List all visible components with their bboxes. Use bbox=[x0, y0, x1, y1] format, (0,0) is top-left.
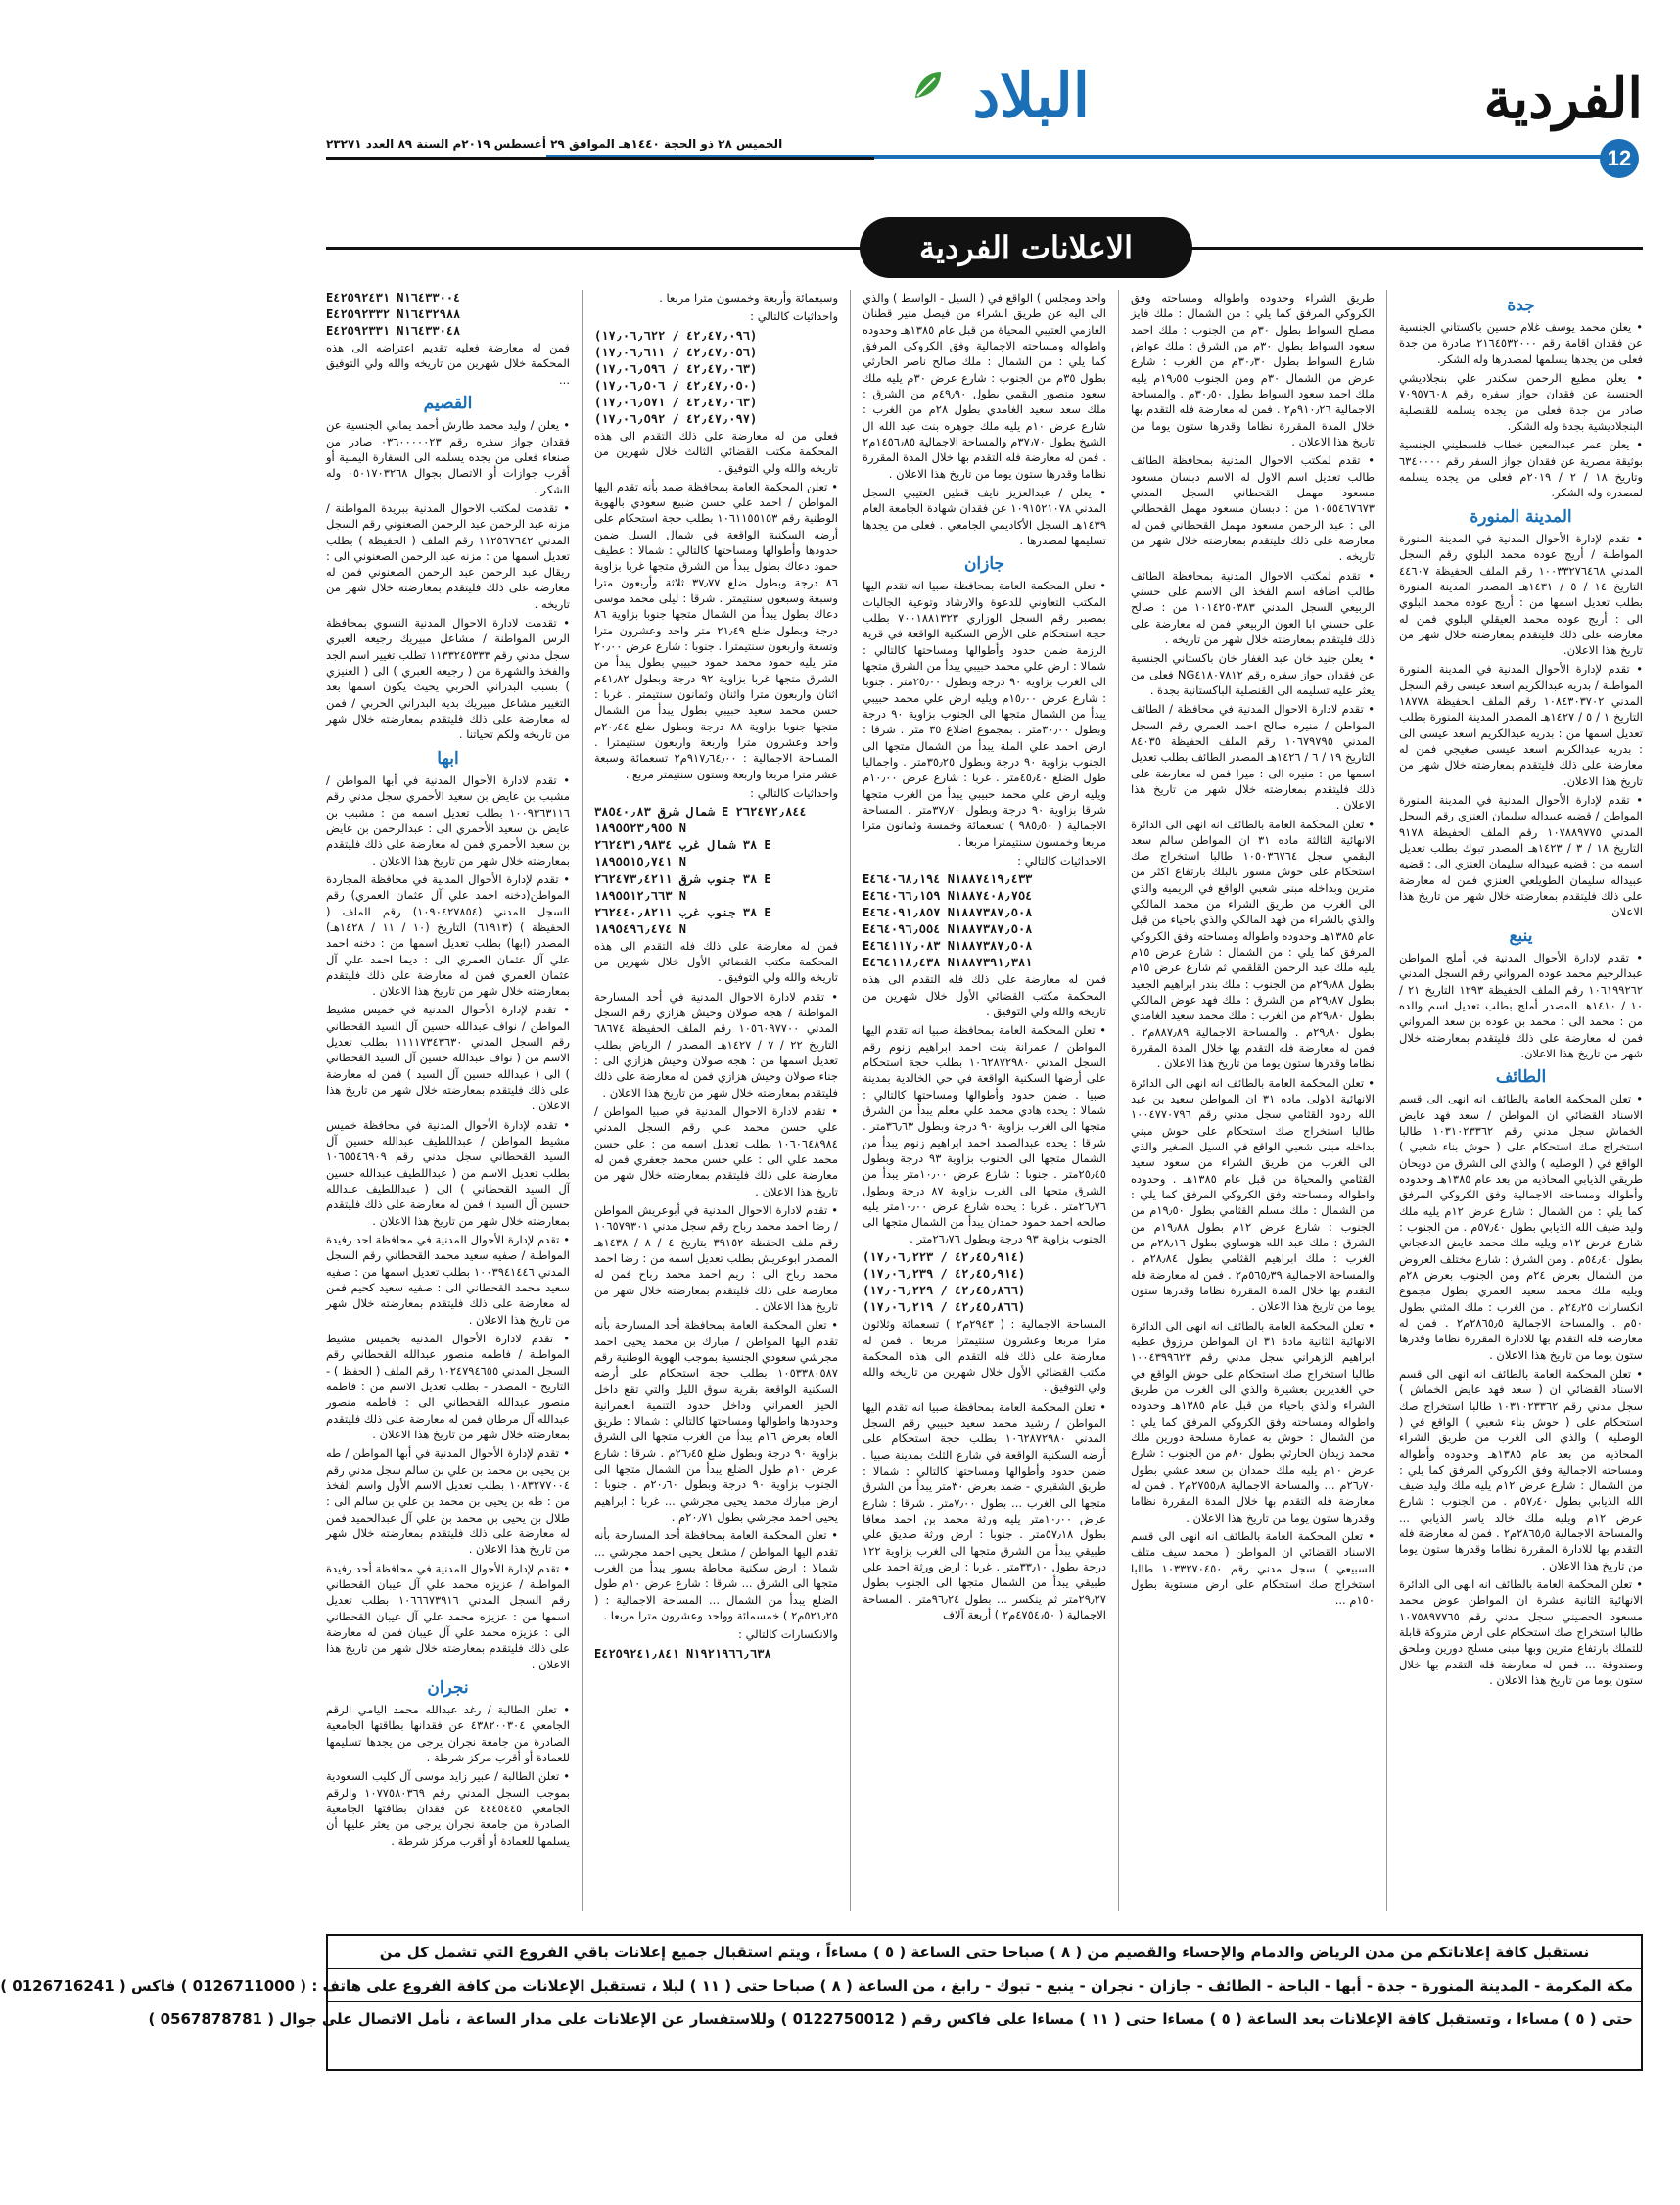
coordinate-line: E٤٢٥٩٢٤٣١ N١٦٤٣٣٠٠٤ bbox=[326, 291, 461, 305]
classified-ad: • تقدم لإدارة الأحوال المدنية في محافظة المجاردة المواطن(دخنه احمد علي آل عثمان العمري) رقم السجل المدني (١٠٩٠٤٢٧٨٥٤) رقم الملف ( الحفيظة ) (٦١٩١٣) التاريخ (١٠ / ١١ / ١٤٢٨هـ) المصدر (ابها) بطلب تعديل اسمها من : دخنه احمد علي آل عثمان العمري الى : ديما احمد علي آل عثمان العمري فمن له معارضة على ذلك فليتقدم بمعارضته خلال شهر من تاريخ هذا الاعلان . bbox=[326, 871, 571, 999]
coordinate-line: (٤٢٫٤٥٫٩١٤ / ١٧٫٠٦٫٢٢٣) bbox=[863, 1250, 1026, 1265]
classified-ad: • تعلن المحكمة العامة بالطائف انه انهى الى الدائرة الانهائية الثالثة ماده ٣١ ان المواطن سالم سعد البقمي سجل ١٠٥٠٣٦٧٦٤ طالبا استخراج صك استحكام على حوش مسور بالبلك بارتفاع اكثر من مترين وبداخله مبنى شعبي الواقع في الريميه والذي الى الغرب من طريق الشراء من محمد المالكي والذي بالشراء من فهد المالكي والذي باحياء من قبل عام ١٣٨٥هـ وحدوده واطواله ومساحته وفق الكروكي المرفق كما يلي : من الشمال : شارع عرض ١٥م يليه ملك عبد الرحمن القلقمي ثم شارع عرض ١٥م بطول ٢٩٫٨٨م من الجنوب : ملك بندر ابراهيم الجعيد بطول ٢٩٫٨٧م من الشرق : ملك فهد عوض المالكي بطول ٢٩٫٨٠م من الغرب : ملك محمد سعيد الغامدي بطول ٢٩٫٨٠م . والمساحة الاجمالية ٨٨٧٫٨٩م٢ . فمن له معارضة فله التقدم بها خلال المدة المقررة نظاما وقدرها ستون يوما من تاريخ هذا الاعلان . bbox=[1131, 817, 1376, 1071]
leaf-icon bbox=[911, 69, 945, 102]
classified-ad: • تقدم لادارة الأحوال المدنية في أبها المواطن / مشبب بن عايض بن سعيد الأحمري سجل مدني رقم ١٠٠٩٣٦٣١١٦ بطلب تعديل اسمه من : مشبب بن عايض بن سعيد الأحمري الى : عبدالرحمن بن عايض بن سعيد الأحمري فمن له معارضة على ذلك فليتقدم بمعارضته خلال شهر من تاريخ هذا الاعلان . bbox=[326, 773, 570, 868]
coordinate-line: ١٨٩٥٤٩٦٫٤٧٤ N bbox=[594, 921, 686, 936]
section-title: الفردية bbox=[1483, 67, 1643, 131]
classified-ad: • تعلن المحكمة العامة بمحافظة ضمد بأنه تقدم اليها المواطن / احمد علي حسن ضبيع سعودي بالهوية الوطنية رقم ١٠٦١١٥٥١٥٣ بطلب حجة استحكام على أرضه السكنية الواقعة في شمال السيل ضمن حدودها وأطوالها ومساحتها كالتالي : شمالا : عطيف حمود دعاك بطول يبدأ من الشرق متجها غربا بزاوية ٨٦ درجة وبطول ضلع ٣٧٫٧٧ ثلاثة وأربعون مترا وسبعة وسبعون سنتيمتر . شرقا : ليلى محمد موسى دعاك بطول يبدأ من الشمال متجها جنوبا بزاوية ٨٦ درجة وبطول ضلع ٢١٫٤٩ متر واحد وعشرون مترا وتسعة واربعون سنتيمترا . جنوبا : شارع عرض ٢٠٫٠٠ متر يليه حمود محمد حمود حبيبي بطول يبدأ من الشرق متجها غربا بزاوية ٩٢ درجة وبطول ٤١٫٨٢م اثنان واربعون مترا واثنان وثمانون سنتيمتر . غربا : حسن محمد سعيد حبيبي بطول يبدأ من الشمال متجها جنوبا بزاوية ٨٨ درجة وبطول ضلع ٢٠٫٤٤م واحد وعشرون مترا واربعة واربعون سنتيمترا . المساحة الاجمالية : ٩١٧٫٦٤٫٠٠م٢ تسعمائة وسبعة عشر مترا مربعا واربعة وستون سنتيمتر مربع . bbox=[594, 479, 839, 781]
classified-ad: واحد ومجلس ) الواقع في ( السيل - الواسط ) والذي الى اليه عن طريق الشراء من فيصل منير قطنان العازمي العتيبي المحياة من قبل عام ١٣٨٥هـ وحدوده واطواله ومساحته الاجمالية وفق الكروكي المرفق كما يلي : من الشمال : ملك صالح ناصر الحارثي بطول ٣٥م من الجنوب : شارع عرض ٣٠م يليه ملك سعود منصور البقمي بطول ٤٩٫٩٠م من الشرق : ملك سعد سعيد الغامدي بطول ٢٨م من الغرب : شارع عرض ١٠م يليه ملك جوهره بنت عبد الله ال الشيخ بطول ٣٧٫٧٠م والمساحة الاجمالية ١٤٥٦٫٨٥م٢ . فمن له معارضة فله التقدم بها خلال المدة المقررة نظاما وقدرها ستون يوما من تاريخ هذا الاعلان . bbox=[862, 291, 1106, 481]
classified-ad: • تعلن المحكمة العامة بالطائف انه انهى الى الدائرة الانهائية الاولى ماده ٣١ ان المواطن سعيد بن عبد الله ردود القثامي سجل مدني رقم ١٠٠٤٧٧٠٧٩٦ طالبا استخراج صك استحكام على حوش مبني بداخله مبنى شعبي الواقع في السيل الصغير والذي الى الغرب من طريق الشراء من سعود سعيد القثامي والمحياة من قبل عام ١٣٨٥هـ . وحدوده واطواله ومساحته وفق الكروكي المرفق كما يلي : من الشمال : ملك مسلم القثامي بطول ١٩٫٥٠م من الجنوب : شارع عرض ١٢م بطول ١٩٫٨٨م من الشرق : ملك عبد الله هوساوي بطول ٢٨٫١٦م من الغرب : ملك ابراهيم القثامي بطول ٢٨٫٨٤م . والمساحة الاجمالية ٥٦٥٫٣٩م٢ . فمن له معارضة فله التقدم بها خلال المدة المقررة نظاما وقدرها ستون يوما من تاريخ هذا الاعلان . bbox=[1131, 1075, 1376, 1314]
classified-ad: • تعلن المحكمة العامة بالطائف انه انهى الى الدائرة الانهائية الثانية مادة ٣١ ان المواطن مرزوق عطيه ابراهيم الزهراني سجل مدني رقم ١٠٠٤٣٩٩٦٢٣ طالبا استخراج صك استحكام على حوش الواقع في حي الغديرين بعشيرة والذي الى الغرب من طريق الشراء والذي باحياء من قبل عام ١٣٨٥هـ وحدوده واطواله ومساحته وفق الكروكي المرفق كما يلي : من الشمال : حوش به عمارة مسلحة دورين ملك محمد زيدان الحارثي بطول ٨٠م من الجنوب : شارع عرض ١٠م يليه ملك حمدان بن سعد عشي بطول ٢٦٫٧٠م ... والمساحة الاجمالية ٢٧٥٥٫٨م٢ . فمن له معارضة فله التقدم بها خلال المدة المقررة نظاما وقدرها ستون يوما من تاريخ هذا الاعلان . bbox=[1131, 1318, 1375, 1525]
coordinate-line: E٤٢٥٩٢٤١٫٨٤١ N١٩٢١٩٦٦٫٦٣٨ bbox=[594, 1646, 771, 1661]
coordinate-line: (٤٢٫٤٧٫٠٩٧ / ١٧٫٠٦٫٥٩٢) bbox=[594, 411, 758, 426]
column-1 bbox=[1399, 290, 1643, 1911]
classified-ad: فعلى من له معارضة على ذلك التقدم الى هذه المحكمة مكتب القضائي الثالث خلال شهرين من تاريخه والله ولي التوفيق . bbox=[594, 428, 838, 475]
dateline: الخميس ٢٨ ذو الحجة ١٤٤٠هـ الموافق ٢٩ أغسطس ٢٠١٩م السنة ٨٩ العدد ٢٣٢٧١ bbox=[326, 137, 783, 151]
classified-ad: • تقدم لإدارة الأحوال المدنية في المدينة المنورة المواطنة / أريج عوده محمد البلوي رقم السجل المدني ١٠٠٣٣٢٧٦٤٦٨ رقم الملف الحفيظة ٤٤٦٠٧ التاريخ ١٤ / ٥ / ١٤٣١هـ المصدر المدينة المنورة بطلب تعديل اسمها من : أريج عوده محمد البلوي الى : أريج عوده محمد العيقلي البلوي فمن له معارضة على ذلك فليتقدم بمعارضته خلال شهر من تاريخ هذا الاعلان. bbox=[1399, 531, 1644, 658]
classified-ad: • تقدم لادارة الأحوال المدنية بخميس مشيط المواطنة / فاطمه منصور عبدالله القحطاني رقم السجل المدني ١٠٢٤٧٩٤٦٥٥ رقم الملف ( الحفظ ) - التاريخ - المصدر - بطلب تعديل الاسم من : فاطمه منصور عبدالله القحطاني الى : فاطمه منصور عبدالله آل مرطان فمن له معارضة على ذلك فليتقدم بمعارضته خلال شهر من تاريخ هذا الاعلان . bbox=[326, 1332, 570, 1442]
banner-title: الاعلانات الفردية bbox=[860, 217, 1192, 278]
classified-ad: • يعلن / عبدالعزيز نايف قطين العتيبي السجل المدني ١٠٩١٥٢١٠٧٨ عن فقدان شهادة الجامعة العام ١٤٣٩هـ السجل الأكاديمي الجامعي . فعلى من يجدها تسليمها لمصدرها . bbox=[863, 485, 1107, 547]
classified-ad: • تقدم لإدارة الأحوال المدنية في المدينة المنورة المواطنة / بدريه عبدالكريم اسعد عيسى رقم السجل المدني ١٠٨٤٣٠٣٧٠٢ رقم الملف الحفيظة ١٨٧٧٨ التاريخ ١ / ٥ / ١٤٢٧هـ المصدر المدينة المنورة بطلب تعديل اسمها من : بدريه عبدالكريم اسعد عيسى الى : بدريه عبدالكريم اسعد عيسى صغيجي فمن له معارضة على ذلك فليتقدم بمعارضته خلال شهر من تاريخ هذا الاعلان. bbox=[1399, 662, 1643, 788]
classified-ad: • تقدم لادارة الاحوال المدنية في أبوعريش المواطن / رضا احمد محمد رباح رقم سجل مدني ١٠٦٥٧٩٣٠١ رقم ملف الحفظة ٣٩١٥٢ بتاريخ ٤ / ٨ / ١٤٣٨هـ المصدر ابوعريش بطلب تعديل اسمه من : رضا احمد محمد رباح الى : ريم احمد محمد رباح فمن له معارضة على ذلك فليتقدم بمعارضته خلال شهر من تاريخ هذا الاعلان . bbox=[594, 1202, 838, 1313]
coordinate-line: (٤٢٫٤٧٫٠٩٦ / ١٧٫٠٦٫٦٢٢) bbox=[594, 328, 758, 343]
column-rule bbox=[850, 290, 851, 1911]
column-5 bbox=[326, 290, 570, 1911]
classified-ad: • تعلن المحكمة العامة بالطائف انه انهى الى قسم الاسناد القضائي ان المواطن / سعد فهد عايض الخماش سجل مدني رقم ١٠٣١٠٢٣٣٦٢ طالبا استخراج صك استحكام على ( حوش بناء شعبي ) الواقع في ( الوصليه ) والذي الى الشرق من دويحان طريقي الذيابي المحاذيه من بعد عام ١٣٨٥هـ وحدوده وأطواله ومساحته الاجمالية وفق الكروكي المرفق كما يلي : من الشمال : شارع عرض ١٢م يليه ملك وليد ضيف الله الذيابي بطول ٥٧٫٤٠م . من الجنوب : شارع عرض ١٢م ويليه ملك محمد عايض الدعجاني بطول ٥٤٫٤٠م . ومن الشرق : شارع مختلف العروض من الشمال بعرض ٢٤م ومن الجنوب بعرض ٢٨م ويليه ملك محمد سعيد العمري بطول مجموع انكسارات ٢٤٫٢٥م . من الغرب : ملك المثني بطول ٥٠م . والمساحة الاجمالية ٢٨٦٥٫٥م٢ . فمن له معارضة فله التقدم بها للادارة المقررة نظاما وقدرها ستون يوما من تاريخ هذا الاعلان . bbox=[1399, 1092, 1644, 1362]
coordinate-line: E٤٦٤٠٩٦٫٥٥٤ N١٨٨٧٣٨٧٫٥٠٨ bbox=[863, 922, 1033, 937]
footer-notice bbox=[0, 1934, 1643, 2071]
coordinate-line: (٤٢٫٤٧٫٠٥٠ / ١٧٫٠٦٫٥٠٦) bbox=[594, 378, 758, 393]
city-heading: الطائف bbox=[1495, 1067, 1547, 1088]
section-banner bbox=[326, 213, 1643, 282]
sub-heading: واحداثيات كالتالي : bbox=[750, 309, 838, 324]
sub-heading: والانكسارات كالتالي : bbox=[738, 1627, 838, 1642]
classified-ad: • تعلن الطالبة / عبير زايد موسى آل كليب السعودية بموجب السجل المدني رقم ١٠٧٧٥٨٠٣٦٩ والرقم الجامعي ٤٤٤٥٤٤٥ عن فقدان بطاقتها الجامعية الصادرة من جامعة نجران يرجى من يعثر عليها أن يسلمها للعمادة أو أقرب مركز شرطة . bbox=[326, 1769, 571, 1848]
classified-ad: • تقدم لإدارة الأحوال المدنية في المدينة المنورة المواطن / قضيه عبيداله سليمان العنزي رقم السجل المدني ١٠٧٨٨٩٧٧٥ رقم الملف الحفيظة ٩١٧٨ التاريخ ١٨ / ٣ / ١٤٢٣هـ المصدر تبوك بطلب تعديل اسمه من : قضيه عبيداله سليمان العنزي الى : قضيه عبيداله سليمان الطويلعي العنزي فمن له معارضة على ذلك فليتقدم بمعارضته خلال شهر من تاريخ هذا الاعلان. bbox=[1399, 793, 1644, 919]
classified-ad: • تعلن المحكمة العامة بمحافظة أحد المسارحة بأنه تقدم اليها المواطن / مبارك بن محمد يحيى احمد مجرشي سعودي الجنسية بموجب الهوية الوطنية رقم ١٠٥٣٣٨٠٥٨٧ بطلب حجة استحكام على أرضه السكنية الواقعة بقرية سوق الليل والتي تقع داخل الحيز العمراني وداخل حدود التنمية العمرانية وحدودها واطوالها ومساحتها كالتالي : شمالا : طريق العام بعرض ١٦م يبدأ من الغرب متجها الى الشرق بزاوية ٩٠ درجة وبطول ضلع ٢٦٫٤٥م . شرقا : شارع عرض ١٠م طول الضلع يبدأ من الشمال متجها الى الجنوب بزاوية ٩٠ درجة وبطول ٢٠٫٦٠م . جنوبا : ارض مبارك محمد يحيى مجرشي ... غربا : ابراهيم يحيى احمد مجرشي بطول ٢٠٫٧١م . bbox=[594, 1318, 839, 1525]
classified-ad: • تقدم لادارة الاحوال المدنية في محافظة / الطائف المواطن / منيره صالح احمد العمري رقم السجل المدني ١٠٦٧٩٧٩٥ رقم الملف الحفيظة ٨٤٠٣٥ التاريخ ١٩ / ٦ / ١٤٢٦هـ المصدر الطائف بطلب تعديل اسمها من : منيره الى : ميرا فمن له معارضة على ذلك فليتقدم بمعارضته خلال شهر من تاريخ هذا الاعلان . bbox=[1131, 702, 1376, 813]
classified-ad: طريق الشراء وحدوده واطواله ومساحته وفق الكروكي المرفق كما يلي : من الشمال : ملك فايز مصلح السواط بطول ٣٠م من الجنوب : ملك احمد سعود السواط بطول ٣٠م من الشرق : ملك عواض شارع السواط بطول ٣٠٫٣٠م من الغرب : شارع عرض من الشمال ٣٠م ومن الجنوب ١٩٫٥٥م يليه ملك احمد سعود السواط بطول ٣٠٫٥٠م . والمساحة الاجمالية ٩١٠٫٢٦م٢ . فمن له معارضة فله التقدم بها خلال المدة المقررة نظاما وقدرها ستون يوما من تاريخ هذا الاعلان . bbox=[1131, 291, 1375, 448]
city-heading: جازان bbox=[963, 554, 1005, 575]
classified-ad: • تقدم لإدارة الأحوال المدنية في محافظة خميس مشيط المواطن / عبداللطيف عبدالله حسين آل السيد القحطاني سجل مدني رقم ١٠٦٥٥٤٦٩٠٩ بطلب تعديل الاسم من ( عبداللطيف عبدالله حسين آل السيد القحطاني ) الى ( عبداللطيف عبدالله حسين آل السيد ) فمن له معارضة على ذلك فليتقدم بمعارضته خلال شهر من تاريخ هذا الاعلان . bbox=[326, 1117, 570, 1228]
classified-ad: • تقدم لمكتب الاحوال المدنية بمحافظة الطائف طالب اضافه اسم الفخذ الى الاسم على حسني الربيعي السجل المدني ١٠١٤٢٥٠٣٨٣ من : صالح على حسني ابا العون الربيعي فمن له معارضة على ذلك فليتقدم بمعارضته خلال شهر من تاريخه . bbox=[1131, 568, 1375, 646]
classified-ad: فمن له معارضة فعليه تقديم اعتراضه الى هذه المحكمة خلال شهرين من تاريخه والله ولي التوفيق ... bbox=[326, 341, 570, 387]
classified-ad: وسبعمائة وأربعة وخمسون مترا مربعا . bbox=[659, 291, 838, 305]
coordinate-line: ١٨٩٥٥١٢٫٦٦٣ N bbox=[594, 888, 686, 903]
coordinate-line: E٤٢٥٩٢٣٣٢ N١٦٤٣٢٩٨٨ bbox=[326, 307, 461, 322]
classified-ad: المساحة الاجمالية : ( ٢٩٤٣م٢ ) تسعمائة وثلاثون مترا مربعا وعشرون سنتيمترا مربعا . فمن له معارضة على ذلك فله التقدم الى هذه المحكمة مكتب القضائي الأول خلال شهرين من تاريخه والله ولي التوفيق . bbox=[863, 1317, 1107, 1395]
coordinate-line: E٤٦٤٠٦٨٫١٩٤ N١٨٨٧٤١٩٫٤٣٣ bbox=[863, 872, 1033, 887]
coordinate-line: ٣٨ شمال غرب ٢٦٢٤٣١٫٩٨٣٤ E bbox=[594, 838, 771, 853]
classified-ad: فمن له معارضة على ذلك فله التقدم الى هذه المحكمة مكتب القضائي الأول خلال شهرين من تاريخه والله ولي التوفيق . bbox=[594, 938, 838, 985]
classified-ad: • يعلن محمد يوسف غلام حسين باكستاني الجنسية عن فقدان اقامة رقم ٢١٦٤٥٣٢٠٠٠ صادرة من جدة فعلى من يجدها يسلمها لمصدرها وله الشكر. bbox=[1399, 320, 1643, 366]
city-heading: ينبع bbox=[1509, 925, 1533, 946]
city-heading: جدة bbox=[1507, 296, 1535, 315]
column-rule bbox=[1118, 290, 1119, 1911]
masthead bbox=[326, 59, 1643, 171]
classified-ad: • تعلن المحكمة العامة بمحافظة صبيا انه تقدم اليها المكتب التعاوني للدعوة والارشاد وتوعية الجاليات بمصبر رقم السجل الوزاري ٧٠٠١٨٨١٣٢٣ بطلب حجة استحكام على الأرض السكنية الواقعة في قرية الرزمة ضمن حدود وأطوالها ومساحتها كالتالي : شمالا : ارض علي محمد حبيبي يبدأ من الشرق متجها الى الغرب بزاوية ٩٠ درجة وبطول ٢٥٫٠٠متر . جنوبا : شارع عرض ١٥٫٠٠م ويليه ارض علي محمد حبيبي يبدأ من الشمال متجها الى الجنوب بزاوية ٩٠ درجة وبطول ٣٠٫٠٠متر . بمجموع اضلاع ٣٥ متر . شرقا : ارض احمد علي الملة يبدأ من الشمال متجها الى الجنوب بزاوية ٩٠ درجة وبطول ٣٥٫٢٥متر . واجماليا طول الضلع ٤٥٫٤٠متر . غربا : شارع عرض ١٠٫٠٠م ويليه ارض علي محمد حبيبي يبدأ من الغرب متجها شرقا بزاوية ٩٠ درجة وبطول ٣٧٫٧٠متر . المساحة الاجمالية ( ٩٨٥٫٥٠ ) تسعمائة وخمسة وثمانون مترا مربعا وخمسون سنتيمترا مربعا . bbox=[863, 579, 1107, 849]
classified-ad: • تقدم لمكتب الاحوال المدنية بمحافظة الطائف طالب تعديل اسم الاول له الاسم دبسان مسعود مسعود مهمل القحطاني السجل المدني ١٠٥٥٤٦٧٦٧٣ من : دبسان مسعود مهمل القحطاني الى : عبد الرحمن مسعود مهمل القحطاني فمن له معارضة على ذلك فليتقدم بمعارضته خلال شهر من تاريخه . bbox=[1131, 453, 1375, 564]
column-2 bbox=[1131, 290, 1375, 1911]
coordinate-line: E٤٦٤١١٨٫٤٣٨ N١٨٨٧٣٩١٫٣٨١ bbox=[863, 956, 1033, 970]
classified-ad: • تقدم لإدارة الأحوال المدنية في خميس مشيط المواطن / نواف عبدالله حسين آل السيد القحطاني رقم السجل المدني ١١١١٧٣٤٣٦٣٠ بطلب تعديل الاسم من ( نواف عبدالله حسين آل السيد القحطاني ) الى ( عبدالله حسين آل السيد ) فمن له معارضة على ذلك فليتقدم بمعارضته خلال شهر من تاريخ هذا الاعلان . bbox=[326, 1003, 570, 1113]
classified-ad: • تقدم لإدارة الأحوال المدنية في محافظة احد رفيدة المواطنة / صفيه سعيد محمد القحطاني رقم السجل المدني ١٠٠٣٩٤١٤٤٦ بطلب تعديل اسمها من : صفيه سعيد محمد القحطاني الى : صفيه سعيد كحيم فمن له معارضة على ذلك فليتقدم بمعارضته خلال شهر من تاريخ هذا الاعلان . bbox=[326, 1233, 570, 1327]
classified-ad: • تعلن المحكمة العامة بمحافظة صبيا انه تقدم اليها المواطن / عمرانة بنت احمد ابراهيم زنوم رقم السجل المدني ١٠٦٢٨٧٢٩٨٠ بطلب حجة استحكام على أرضها السكنية الواقعة في حي الخالدية بمدينة صبيا . ضمن حدود وأطوالها ومساحتها كالتالي : شمالا : يحده هادي محمد علي معلم يبدأ من الشرق متجها الى الغرب بزاوية ٩٠ درجة وبطول ٣٦٫٦٣متر . شرقا : يحده عبدالصمد احمد ابراهيم زنوم يبدأ من الشمال متجها الى الجنوب بزاوية ٩٣ درجة وبطول ٢٥٫٤٥متر . جنوبا : شارع عرض ١٠٫٠٠متر يبدأ من الشرق متجها الى الغرب بزاوية ٨٧ درجة وبطول ٢٦٫٧٦متر . غربا : يحده شارع عرض ١٠٫٠٠متر يليه صالحه احمد حمود حمدان يبدأ من الشمال متجها الى الجنوب بزاوية ٩٣ درجة وبطول ٢٦٫٧٦متر . bbox=[863, 1023, 1106, 1245]
classified-ad: • تعلن المحكمة العامة بمحافظة صبيا انه تقدم اليها المواطن / رشيد محمد سعيد حبيبي رقم السجل المدني ١٠٦٢٨٧٢٩٨٠ بطلب حجة استحكام على أرضه السكنية الواقعة في شارع الثلث بمدينة صبيا . ضمن حدود وأطوالها ومساحتها كالتالي : شمالا : طريق الشقيري - ضمد بعرض ٣٠متر يبدأ من الشرق متجها الى الغرب ... بطول ٧٫٠٠متر . شرقا : شارع عرض ١٠٫٠٠متر يليه ورثة محمد بن احمد معافا بطول ٥٧٫١٨متر . جنوبا : ارض ورثة صديق علي طبيقي يبدأ من الشرق متجها الى الغرب بزاوية ١٢٢ درجة بطول ٣٣٫١٠متر . غربا : ارض ورثة احمد علي طبيقي يبدأ من الشمال متجها الى الجنوب بطول ٢٩٫٢٧متر ثم ينكسر ... بطول ٩٦٫٢٤متر . المساحة الاجمالية ( ٤٧٥٤٫٥٠م٢ ) أربعة آلاف bbox=[863, 1399, 1107, 1622]
newspaper-logo bbox=[904, 59, 1090, 132]
classified-ad: • تعلن المحكمة العامة بالطائف انه انهى الى قسم الاسناد القضائي ان المواطن ( محمد سيف متلف السبيعي ) سجل مدني رقم ١٠٣٣٢٧٠٤٥٠ طالبا استخراج صك استحكام على ارض مستوية بطول ١٥٠م ... bbox=[1131, 1528, 1375, 1608]
classified-ad: • تقدم لإدارة الأحوال المدنية في أملج المواطن عبدالرحيم محمد عوده المرواني رقم السجل المدني ١٠٦١٩٩٢٦٢ رقم الملف الحفيظة ١٢٩٣ التاريخ ٢١ / ١٠ / ١٤١٠هـ المصدر أملج بطلب تعديل اسم والده من : محمد الى : محمد بن عوده بن سعد المرواني فمن له معارضة على ذلك فليتقدم بمعارضته خلال شهر من تاريخ هذا الاعلان. bbox=[1399, 950, 1644, 1060]
coordinate-line: E٤٦٤٠٩١٫٨٥٧ N١٨٨٧٣٨٧٫٥٠٨ bbox=[863, 906, 1033, 920]
coordinate-line: ١٨٩٥٥٢٣٫٩٥٥ N bbox=[594, 821, 686, 836]
coordinate-line: (٤٢٫٤٥٫٩١٤ / ١٧٫٠٦٫٢٣٩) bbox=[863, 1267, 1026, 1282]
coordinate-line: شمال شرق ٣٨٥٤٠٫٨٣ E ٢٦٢٤٧٢٫٨٤٤ bbox=[594, 805, 807, 820]
classified-ad: • يعلن جنيد خان عبد الغفار خان باكستاني الجنسية عن فقدان جواز سفره رقم NG٤١٨٠٧٨١٢ فعلى من يعثر عليه تسليمه الى القنصلية الباكستانية بجدة . bbox=[1131, 651, 1375, 697]
dateline-rule bbox=[326, 157, 874, 160]
city-heading: المدينة المنورة bbox=[1470, 506, 1572, 527]
classified-ad: • تقدم لادارة الاحوال المدنية في صبيا المواطن / علي حسن محمد علي رقم السجل المدني ١٠٦٠٦٤٨٩٨٤ بطلب تعديل اسمه من : علي حسن محمد علي الى : علي حسن محمد جعفري فمن له معارضة على ذلك فليتقدم بمعارضته خلال شهر من تاريخ هذا الاعلان . bbox=[594, 1103, 838, 1198]
city-heading: نجران bbox=[427, 1677, 469, 1698]
coordinate-line: E٤٦٤٠٦٦٫١٥٩ N١٨٨٧٤٠٨٫٧٥٤ bbox=[863, 889, 1033, 904]
coordinate-line: (٤٢٫٤٧٫٠٥٦ / ١٧٫٠٦٫٦١١) bbox=[594, 345, 758, 359]
classified-columns bbox=[326, 290, 1643, 1911]
classified-ad: • يعلن / وليد محمد طارش أحمد يماني الجنسية عن فقدان جواز سفره رقم ٠٣٦٠٠٠٠٠٢٣ صادر من صنعاء فعلى من يجده يسلمه الى السفارة اليمنية أو أقرب جوازات أو الاتصال بجوال ٠٥٠١٧٠٣٢٦٨ وله الشكر . bbox=[326, 418, 570, 496]
column-3 bbox=[863, 290, 1106, 1911]
classified-ad: • تقدمت لمكتب الاحوال المدنية ببريدة المواطنة / مزنه عبد الرحمن عبد الرحمن الصعنوني رقم السجل المدني ١١٢٥٦٧٦٤٢ رقم الملف ( الحفيظة ) بطلب تعديل اسمها من : مزنه عبد الرحمن الصعنوني الى : ريقال عبد الرحمن عبد الرحمن الصعنوني فمن له معارضة على ذلك فليتقدم بمعارضته خلال شهر من تاريخه . bbox=[326, 500, 570, 611]
classified-ad: • تعلن المحكمة العامة بالطائف انه انهى الى الدائرة الانهائية الثانية عشرة ان المواطن عوض محمد مسعود الحصيني سجل مدني رقم ١٠٧٥٨٩٧٧٦٥ طالبا استخراج صك استحكام على ارض متروكة قابلة للتملك بارتفاع مترين وبها مبنى مسلح دورين وملحق وصندوقة ... فمن له معارضة فله التقدم بها خلال ستون يوما من تاريخ هذا الاعلان . bbox=[1399, 1577, 1643, 1688]
coordinate-line: ١٨٩٥٥١٥٫٧٤١ N bbox=[594, 855, 686, 869]
classified-ad: • يعلن مطيع الرحمن سكندر علي بنجلاديشي الجنسية عن فقدان جواز سفره رقم ٧٠٩٥٧٦٠٨ صادر من جدة فعلى من يجده يسلمه للقنصلية البنجلاديشية بجدة وله الشكر. bbox=[1399, 371, 1643, 434]
city-heading: القصيم bbox=[423, 394, 473, 414]
coordinate-line: E٤٢٥٩٢٣٣١ N١٦٤٣٣٠٤٨ bbox=[326, 324, 461, 339]
classified-ad: • يعلن عمر عبدالمعين خطاب فلسطيني الجنسية بوثيقة مصرية عن فقدان جواز السفر رقم ٦٣٤٠٠٠٠ وتاريخ ١٨ / ٢ / ٢٠١٩م فعلى من يجده يسلمه لمصدره وله الشكر. bbox=[1399, 438, 1643, 500]
footer-line-3: حتى ( ٥ ) مساءا ، وتستقبل كافة الإعلانات بعد الساعة ( ٥ ) مساءا حتى ( ١١ ) مساءا على فاكس رقم ( 0122750012 ) وللاستفسار عن الإعلانات على مدار الساعة ، نأمل الاتصال على جوال ( 0567878781 ) bbox=[148, 2010, 1633, 2028]
classified-ad: • تقدم لإدارة الأحوال المدنية في أبها المواطن / طه بن يحيى بن محمد بن علي بن سالم سجل مدني رقم ١٠٨٣٢٧٧٠٠٤ بطلب تعديل الاسم الأول واسم الفخذ من : طه بن يحيى بن محمد بن علي بن سالم الى : طلال بن يحيى بن محمد بن علي آل عبدالحميد فمن له معارضة على ذلك فليتقدم بمعارضته خلال شهر من تاريخ هذا الاعلان . bbox=[326, 1446, 570, 1557]
coordinate-line: ٣٨ جنوب غرب ٢٦٢٤٤٠٫٨٢١١ E bbox=[594, 905, 771, 919]
column-rule bbox=[582, 290, 583, 1911]
footer-line-1: نستقبل كافة إعلاناتكم من مدن الرياض والدمام والإحساء والقصيم من ( ٨ ) صباحا حتى الساعة ( ٥ ) مساءاً ، ويتم استقبال جميع إعلانات باقي الفروع التي تشمل كل من bbox=[328, 1936, 1641, 1969]
coordinate-line: E٤٦٤١١٧٫٠٨٣ N١٨٨٧٣٨٧٫٥٠٨ bbox=[863, 939, 1033, 954]
classified-ad: • تعلن المحكمة العامة بالطائف انه انهى الى قسم الاسناد القضائي ان ( سعد فهد عايض الخماش ) سجل مدني رقم ١٠٣١٠٢٣٣٦٢ طالبا استخراج صك استحكام على ( حوش بناء شعبي ) الواقع في ( الوصليه ) والذي الى الغرب من طريق الشراء المحاذيه من بعد عام ١٣٨٥هـ وحدوده وأطواله ومساحته الاجمالية وفق الكروكي المرفق كما يلي : من الشمال : شارع عرض ١٢م يليه ملك وليد ضيف الله الذيابي بطول ٥٧٫٤٠م . من الجنوب : شارع عرض ١٢م ويليه ملك خالد ياسر الذيابي ... والمساحة الاجمالية ٢٨٦٥٫٥م٢ . فمن له معارضة فله التقدم بها للادارة المقررة نظاما وقدرها ستون يوما من تاريخ هذا الاعلان . bbox=[1399, 1366, 1644, 1572]
coordinate-line: (٤٢٫٤٥٫٨٦٦ / ١٧٫٠٦٫٢٢٩) bbox=[863, 1284, 1026, 1298]
column-rule bbox=[1386, 290, 1387, 1911]
coordinate-line: (٤٢٫٤٧٫٠٦٣ / ١٧٫٠٦٫٥٧١) bbox=[594, 395, 758, 409]
classified-ad: فمن له معارضة على ذلك فله التقدم الى هذه المحكمة مكتب القضائي الأول خلال شهرين من تاريخه والله ولي التوفيق . bbox=[863, 972, 1106, 1019]
page-number-badge: 12 bbox=[1600, 139, 1639, 178]
coordinate-line: (٤٢٫٤٥٫٨٦٦ / ١٧٫٠٦٫٢١٩) bbox=[863, 1300, 1026, 1315]
footer-line-2: مكة المكرمة - المدينة المنورة - جدة - أبها - الباحة - الطائف - جازان - نجران - ينبع - تبوك - رابغ ، من الساعة ( ٨ ) صباحا حتى ( ١١ ) ليلا ، تستقبل الإعلانات من كافة الفروع على هاتف : ( 0126711000 ) فاكس ( 0126716241 ) bbox=[328, 1969, 1641, 2002]
column-4 bbox=[594, 290, 838, 1911]
coordinate-line: (٤٢٫٤٧٫٠٦٣ / ١٧٫٠٦٫٥٩٦) bbox=[594, 361, 758, 376]
city-heading: ابها bbox=[437, 748, 459, 769]
sub-heading: واحداثيات كالتالي : bbox=[750, 786, 838, 801]
classified-ad: • تقدمت لادارة الاحوال المدنية النسوي بمحافظة الرس المواطنة / مشاعل مبيريك رجيعه العبري سجل مدني رقم ١١٣٣٢٤٥٣٣٣ تطلب تغيير اسم الجد والفخذ والشهرة من ( رجيعه العبري ) الى ( العنيزي ) بسبب البدراني الحربي يحيث يكون اسمها بعد التغيير مشاعل مبيريك بديه البدراني الحربي / فمن له معارضة على ذلك فليتقدم بمعارضته خلال شهر من تاريخه ولكم تحياتنا . bbox=[326, 616, 570, 742]
classified-ad: • تعلن الطالبة / رغد عبدالله محمد اليامي الرقم الجامعي ٤٣٨٢٠٠٣٠٤ عن فقدانها بطاقتها الجامعية الصادرة من جامعة نجران يرجى من يجدها تسليمها للعمادة أو أقرب مركز شرطة . bbox=[326, 1703, 570, 1765]
coordinate-line: ٣٨ جنوب شرق ٢٦٢٤٧٣٫٤٢١١ E bbox=[594, 871, 771, 886]
classified-ad: • تقدم لإدارة الأحوال المدنية في محافظة أحد رفيدة المواطنة / عزيزه محمد علي آل عيبان القحطاني رقم السجل المدني ١٠٦٦٦٧٣٩١٦ بطلب تعديل اسمها من : عزيزه محمد علي آل عيبان القحطاني الى : عزيزه محمد علي آل عيبان فمن له معارضة على ذلك فليتقدم بمعارضته خلال شهر من تاريخ هذا الاعلان . bbox=[326, 1561, 570, 1671]
logo-wordmark: البلاد bbox=[972, 60, 1090, 131]
sub-heading: الاحداثيات كالتالي : bbox=[1017, 853, 1106, 868]
classified-ad: • تعلن المحكمة العامة بمحافظة أحد المسارحة بأنه تقدم اليها المواطن / مشعل يحيى احمد مجرشي ... شمالا : ارض سكنية محاطة بسور يبدأ من الغرب متجها الى الشرق ... شرقا : شارع عرض ١٠م طول الضلع يبدأ من الشمال ... المساحة الاجمالية : ( ٥٢١٫٢٥م٢ ) خمسمائة وواحد وعشرون مترا مربعا . bbox=[594, 1528, 838, 1623]
classified-ad: • تقدم لادارة الاحوال المدنية في أحد المسارحة المواطنة / هجه صولان وحيش هزازي رقم السجل المدني ١٠٥٦٠٩٧٧٠٠ رقم الملف الحفيظة ٦٨٦٧٤ التاريخ ٢٢ / ٧ / ١٤٢٧هـ المصدر / الرياض بطلب تعديل اسمها من : هجه صولان وحيش هزازي الى : جناء صولان وحيش هزازي فمن له معارضة على ذلك فليتقدم بمعارضته خلال شهر من تاريخ هذا الاعلان . bbox=[594, 989, 839, 1100]
